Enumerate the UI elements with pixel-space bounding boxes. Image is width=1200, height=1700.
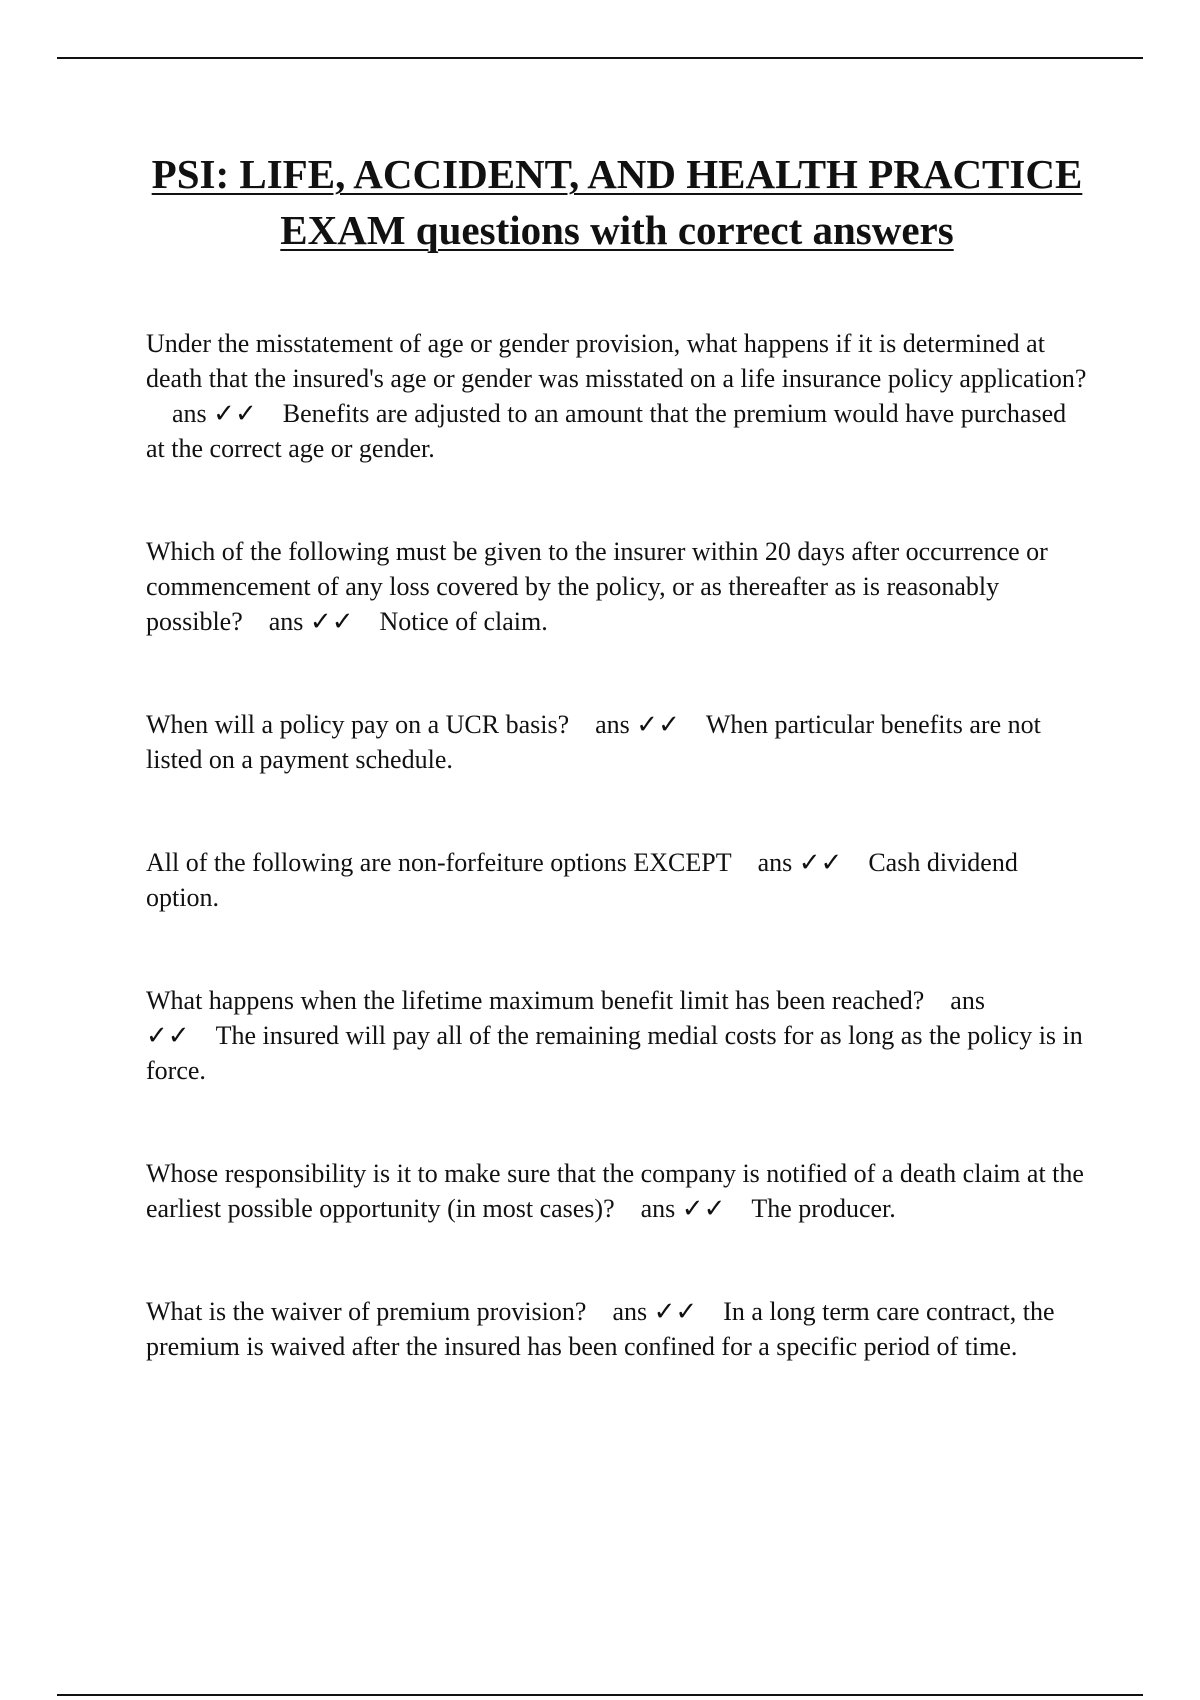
- answer-text: In a long term care contract, the premium is waived after the insured has been confined for a specific period of time.: [146, 1297, 1055, 1361]
- answer-text: Cash dividend option.: [146, 848, 1018, 912]
- qa-item: [146, 1294, 1091, 1364]
- qa-item: [146, 1156, 1091, 1226]
- qa-item: [146, 845, 1091, 915]
- document-title: PSI: LIFE, ACCIDENT, AND HEALTH PRACTICE EXAM questions with correct answers: [151, 151, 1083, 253]
- answer-text: When particular benefits are not listed on a payment schedule.: [146, 710, 1041, 774]
- question-text: When will a policy pay on a UCR basis?: [146, 710, 570, 739]
- question-text: Under the misstatement of age or gender provision, what happens if it is determined at death that the insured's age or gender was misstated on a life insurance policy application?: [146, 329, 1087, 393]
- answer-marker: ans ✓✓: [172, 399, 257, 428]
- top-rule: [57, 57, 1143, 59]
- qa-list: [146, 326, 1091, 1364]
- qa-item: [146, 326, 1091, 466]
- question-text: Which of the following must be given to the insurer within 20 days after occurrence or commencement of any loss covered by the policy, or as thereafter as is reasonably possible?: [146, 537, 1048, 636]
- qa-item: [146, 534, 1091, 639]
- answer-text: The producer.: [751, 1194, 896, 1223]
- answer-marker: ans ✓✓: [595, 710, 680, 739]
- bottom-rule: [57, 1694, 1143, 1696]
- answer-marker: ans ✓✓: [268, 607, 354, 636]
- answer-marker: ans ✓✓: [146, 986, 985, 1050]
- question-text: All of the following are non-forfeiture options EXCEPT: [146, 848, 732, 877]
- question-text: Whose responsibility is it to make sure that the company is notified of a death claim at the earliest possible opportunity (in most cases)?: [146, 1159, 1084, 1223]
- qa-item: [146, 707, 1091, 777]
- question-text: What is the waiver of premium provision?: [146, 1297, 587, 1326]
- answer-text: Notice of claim.: [379, 607, 548, 636]
- answer-text: Benefits are adjusted to an amount that the premium would have purchased at the correct age or gender.: [146, 399, 1067, 463]
- answer-marker: ans ✓✓: [640, 1194, 726, 1223]
- answer-marker: ans ✓✓: [757, 848, 843, 877]
- answer-marker: ans ✓✓: [612, 1297, 698, 1326]
- question-text: What happens when the lifetime maximum benefit limit has been reached?: [146, 986, 925, 1015]
- answer-text: The insured will pay all of the remaining medial costs for as long as the policy is in force.: [146, 1021, 1083, 1085]
- qa-item: [146, 983, 1091, 1088]
